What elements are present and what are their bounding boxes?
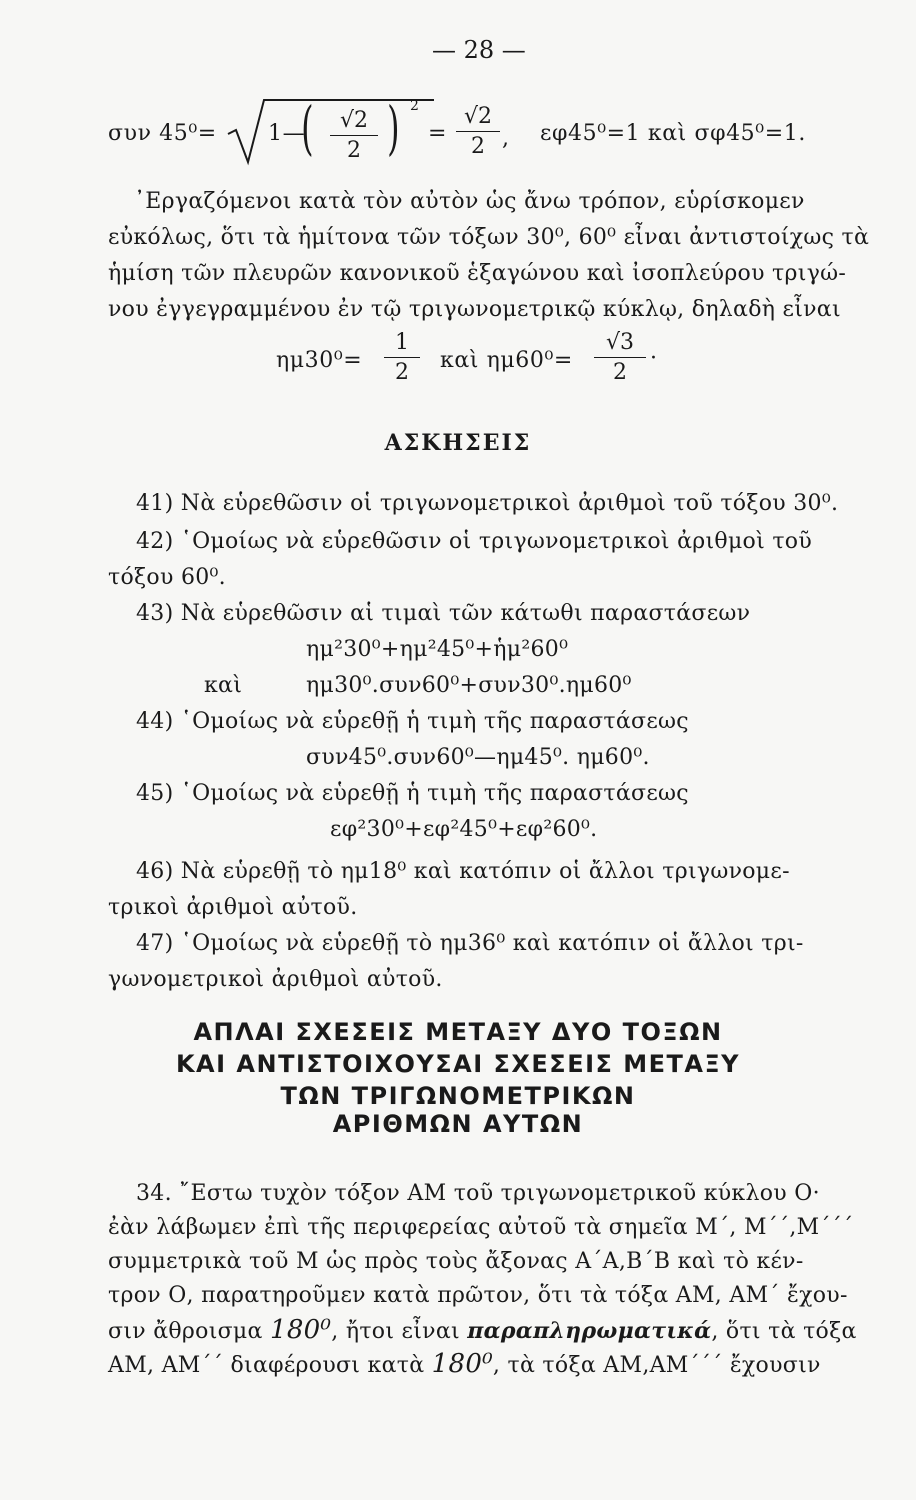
para34-line-6 xyxy=(108,1346,821,1384)
exercise-47-cont: γωνομετρικοὶ ἀριθμοὶ αὐτοῦ. xyxy=(108,967,443,992)
exercise-43: 43) Νὰ εὑρεθῶσιν αἱ τιμαὶ τῶν κάτωθι παραστάσεων xyxy=(136,601,751,626)
paren-open: ( xyxy=(301,94,314,162)
exercise-46-cont: τρικοὶ ἀριθμοὶ αὐτοῦ. xyxy=(108,895,358,920)
comma: , xyxy=(502,126,509,151)
formula-tail: εφ45⁰=1 καὶ σφ45⁰=1. xyxy=(540,121,806,146)
para34-line-1: 34. ῎Εστω τυχὸν τόξον ΑΜ τοῦ τριγωνομετρικοῦ κύκλου Ο· xyxy=(136,1181,820,1206)
para34-l5-a: σιν ἄθροισμα xyxy=(108,1319,263,1344)
para34-l6-a: ΑΜ, ΑΜ΄΄ διαφέρουσι κατὰ xyxy=(108,1353,425,1378)
para34-line-4: τρον Ο, παρατηροῦμεν κατὰ πρῶτον, ὅτι τὰ τόξα ΑΜ, ΑΜ΄ ἔχου- xyxy=(108,1283,848,1308)
section-heading-line-2: ΚΑΙ ΑΝΤΙΣΤΟΙΧΟΥΣΑΙ ΣΧΕΣΕΙΣ ΜΕΤΑΞΥ xyxy=(175,1050,741,1078)
exercises-heading: ΑΣΚΗΣΕΙΣ xyxy=(384,430,532,456)
page-number: — 28 — xyxy=(432,36,526,64)
exercise-41: 41) Νὰ εὑρεθῶσιν οἱ τριγωνομετρικοὶ ἀριθμοὶ τοῦ τόξου 30⁰. xyxy=(136,491,839,516)
para34-l6-b: , τὰ τόξα ΑΜ,ΑΜ΄΄΄ ἔχουσιν xyxy=(492,1353,821,1378)
power: 2 xyxy=(410,98,419,114)
para34-line-3: συμμετρικὰ τοῦ Μ ὡς πρὸς τοὺς ἄξονας Α΄Α,Β΄Β καὶ τὸ κέν- xyxy=(108,1249,804,1274)
para34-l6-num: 180⁰ xyxy=(431,1349,493,1379)
exercise-42-cont: τόξου 60⁰. xyxy=(108,565,226,590)
para34-l5-b: , ἤτοι εἶναι xyxy=(331,1319,460,1344)
para34-l5-num: 180⁰ xyxy=(270,1315,332,1345)
exercise-44: 44) ῾Ομοίως νὰ εὑρεθῇ ἡ τιμὴ τῆς παραστάσεως xyxy=(136,709,689,734)
exercise-46: 46) Νὰ εὑρεθῇ τὸ ημ18⁰ καὶ κατόπιν οἱ ἄλλοι τριγωνομε- xyxy=(136,859,790,884)
exercise-45: 45) ῾Ομοίως νὰ εὑρεθῇ ἡ τιμὴ τῆς παραστάσεως xyxy=(136,781,689,806)
sin30-lhs: ημ30⁰= xyxy=(276,348,363,373)
sin60-lhs: καὶ ημ60⁰= xyxy=(440,348,573,373)
exercise-44-expr: συν45⁰.συν60⁰—ημ45⁰. ημ60⁰. xyxy=(306,745,650,770)
exercise-45-expr: εφ²30⁰+εφ²45⁰+εφ²60⁰. xyxy=(330,817,598,842)
exercise-43-and: καὶ xyxy=(204,673,243,698)
intro-line-1: ᾿Εργαζόμενοι κατὰ τὸν αὐτὸν ὡς ἄνω τρόπον, εὑρίσκομεν xyxy=(134,189,805,214)
intro-line-3: ἡμίση τῶν πλευρῶν κανονικοῦ ἑξαγώνου καὶ ἰσοπλεύρου τριγώ- xyxy=(108,261,847,286)
exercise-47: 47) ῾Ομοίως νὰ εὑρεθῇ τὸ ημ36⁰ καὶ κατόπιν οἱ ἄλλοι τρι- xyxy=(136,931,804,956)
paren-close: ) xyxy=(387,94,400,162)
exercise-42: 42) ῾Ομοίως νὰ εὑρεθῶσιν οἱ τριγωνομετρικοὶ ἀριθμοὶ τοῦ xyxy=(136,529,813,554)
intro-line-2: εὐκόλως, ὅτι τὰ ἡμίτονα τῶν τόξων 30⁰, 60⁰ εἶναι ἀντιστοίχως τὰ xyxy=(108,225,870,250)
exercise-43-expr-2: ημ30⁰.συν60⁰+συν30⁰.ημ60⁰ xyxy=(306,673,632,698)
section-heading-line-3: ΤΩΝ ΤΡΙΓΩΝΟΜΕΤΡΙΚΩΝ xyxy=(280,1082,636,1110)
para34-l5-c: , ὅτι τὰ τόξα xyxy=(711,1319,857,1344)
intro-line-4: νου ἐγγεγραμμένου ἐν τῷ τριγωνομετρικῷ κύκλῳ, δηλαδὴ εἶναι xyxy=(108,297,841,322)
formula-lhs: συν 45⁰= xyxy=(108,121,217,146)
formula-eq: = xyxy=(428,121,448,146)
frac-sqrt2-over-2: √2 2 xyxy=(330,108,378,163)
para34-line-5 xyxy=(108,1312,857,1350)
exercise-43-expr-1: ημ²30⁰+ημ²45⁰+ἡμ²60⁰ xyxy=(306,637,569,662)
formula-inner: 1— xyxy=(268,121,306,146)
para34-line-2: ἐὰν λάβωμεν ἐπὶ τῆς περιφερείας αὐτοῦ τὰ σημεῖα Μ΄, Μ΄΄,Μ΄΄΄ xyxy=(108,1215,854,1240)
formula-dot: · xyxy=(650,346,658,371)
frac-sqrt3-half: √3 2 xyxy=(594,330,646,385)
section-heading-line-4: ΑΡΙΘΜΩΝ ΑΥΤΩΝ xyxy=(332,1110,584,1138)
frac-one-half: 1 2 xyxy=(384,330,420,385)
frac-result: √2 2 xyxy=(456,104,500,159)
para34-l5-bold: παραπληρωματικά xyxy=(467,1318,712,1344)
section-heading-line-1: ΑΠΛΑΙ ΣΧΕΣΕΙΣ ΜΕΤΑΞΥ ΔΥΟ ΤΟΞΩΝ xyxy=(193,1018,723,1046)
